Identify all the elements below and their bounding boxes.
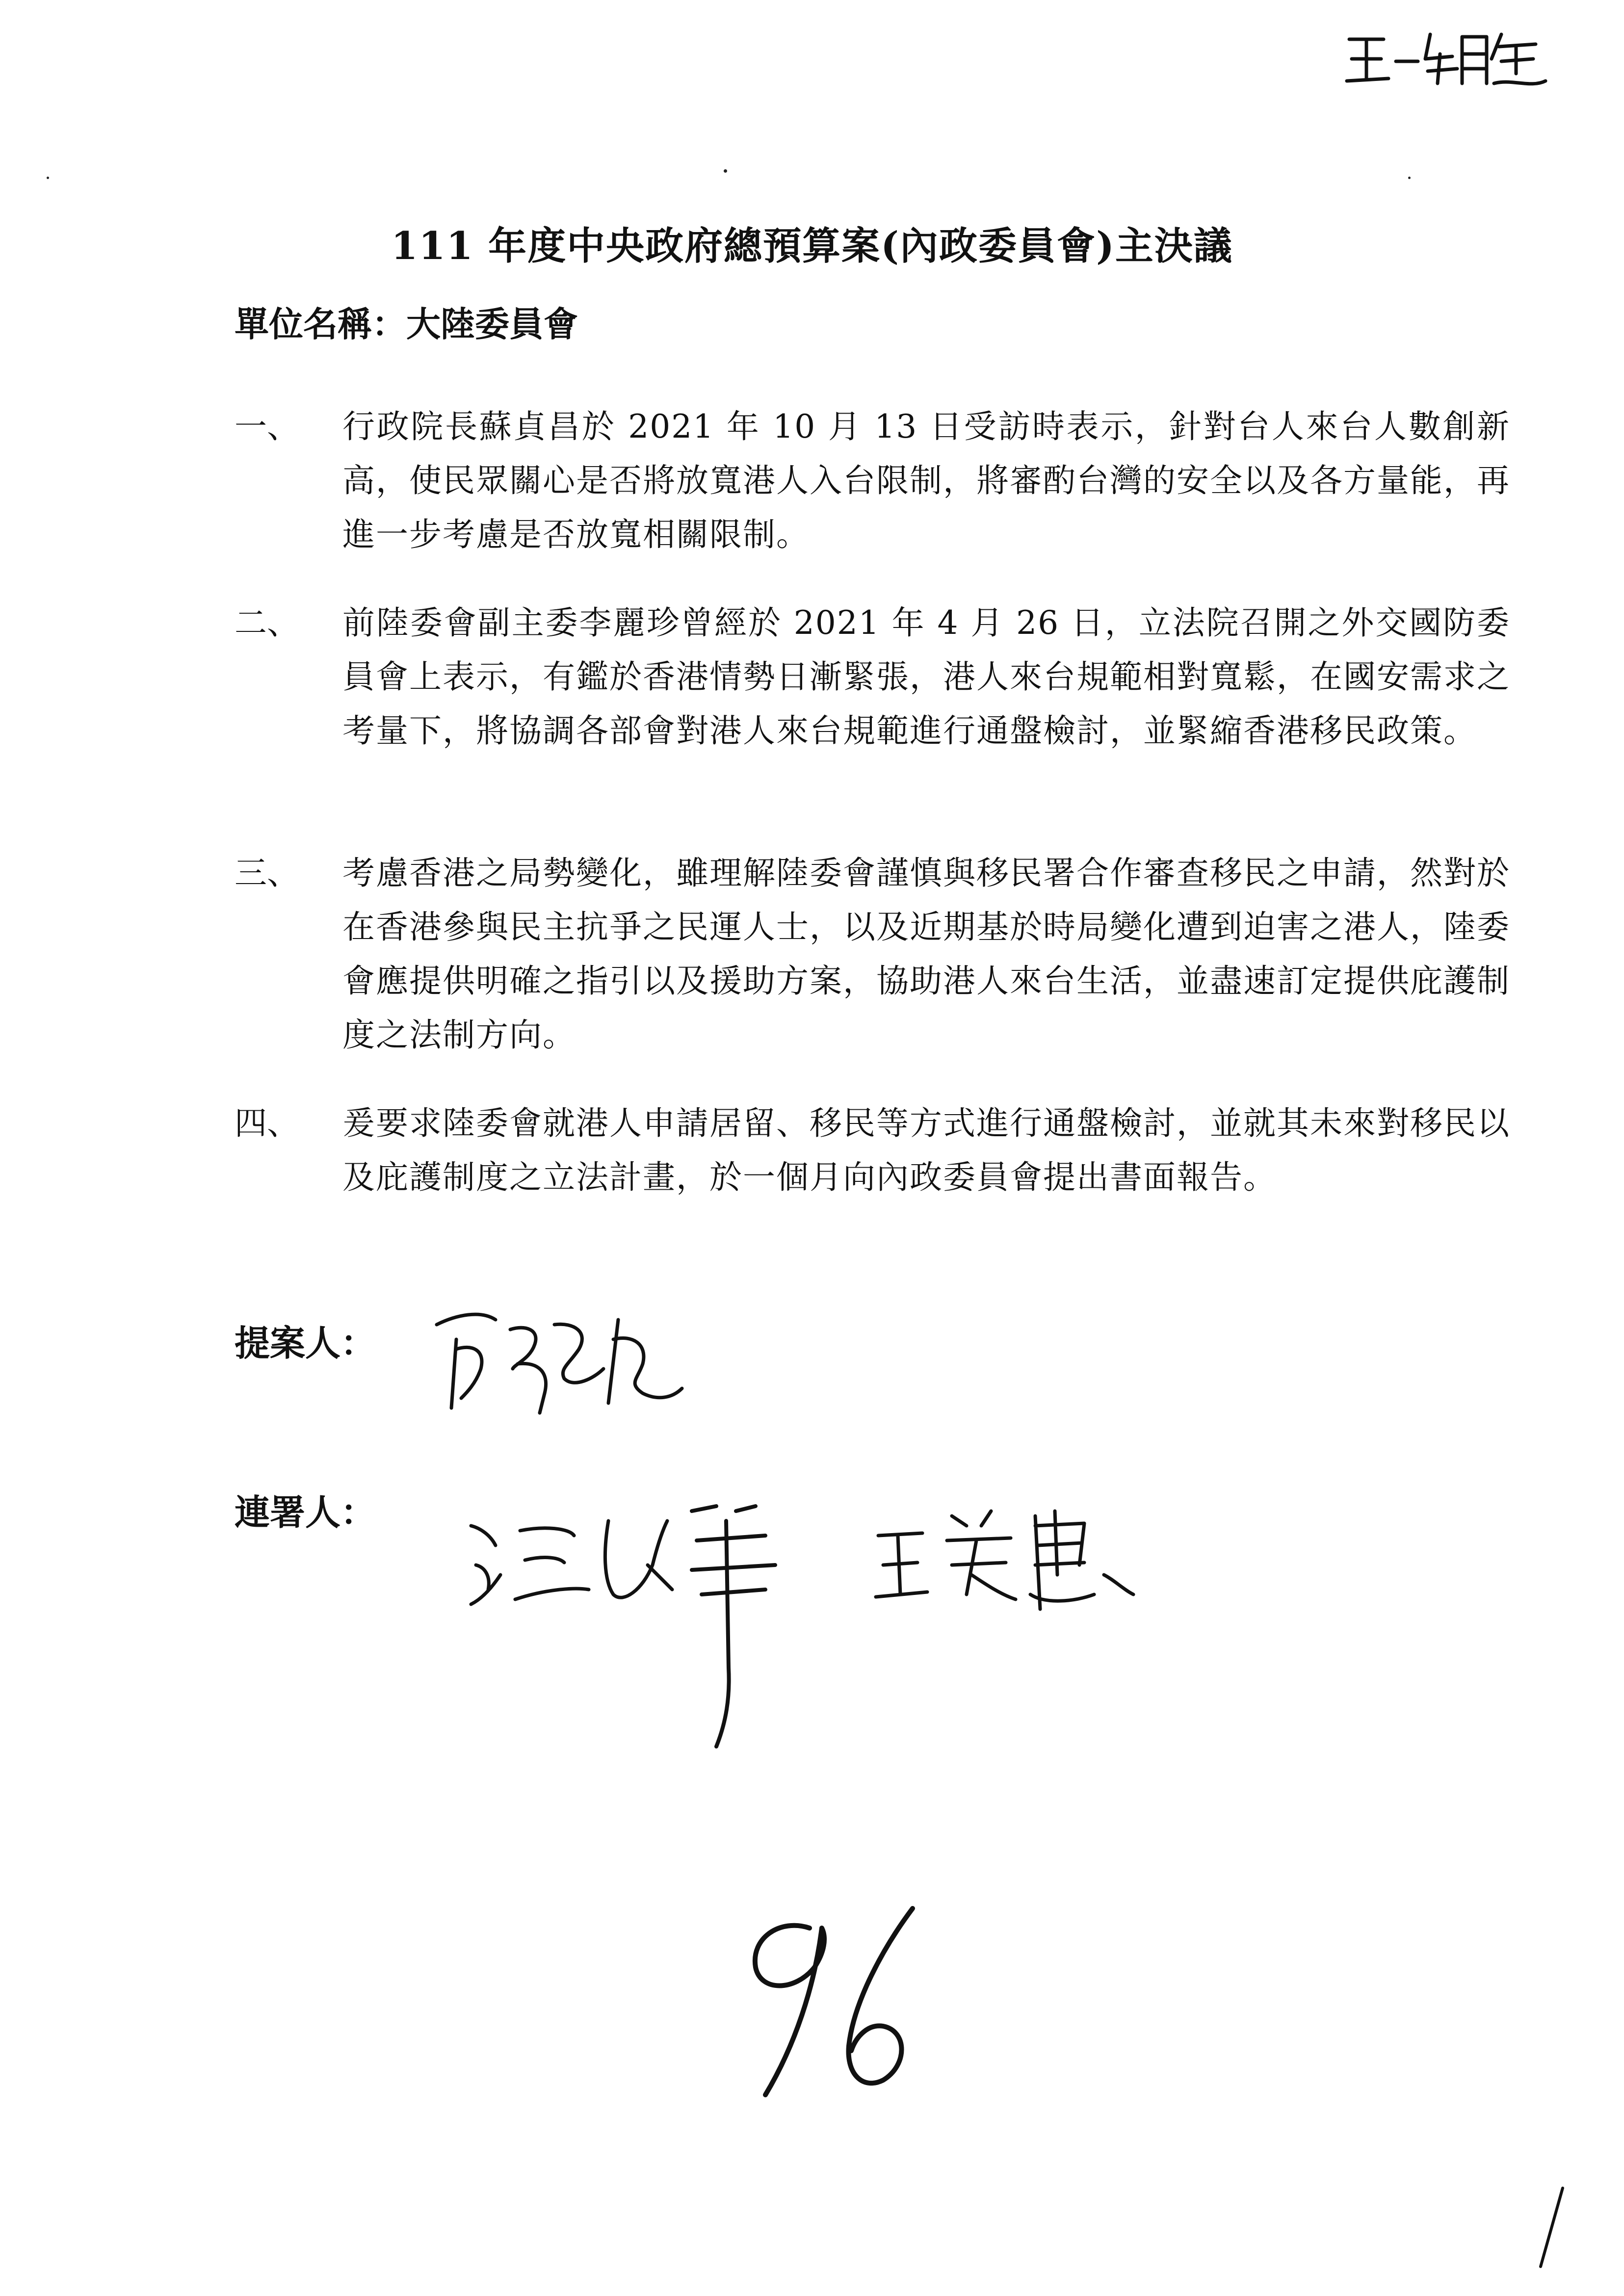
item-text: 爰要求陸委會就港人申請居留、移民等方式進行通盤檢討，並就其未來對移民以及庇護制度之立法計畫，於一個月向內政委員會提出書面報告。 [342,1104,1510,1196]
proposer-signature [427,1295,721,1423]
handwritten-page-number [726,1889,952,2114]
proposer-label: 提案人： [235,1322,376,1364]
handwritten-corner-note [1339,20,1550,98]
item-text: 行政院長蘇貞昌於 2021 年 10 月 13 日受訪時表示，針對台人來台人數創新高，使民眾關心是否將放寬港人入台限制，將審酌台灣的安全以及各方量能，再進一步考慮是否放寬相關限制。 [342,408,1510,553]
cosigner-label: 連署人： [235,1491,376,1533]
item-number: 四、 [235,1104,299,1142]
scan-speck [724,169,727,173]
item-text: 考慮香港之局勢變化，雖理解陸委會謹慎與移民署合作審查移民之申請，然對於在香港參與民主抗爭之民運人士，以及近期基於時局變化遭到迫害之港人，陸委會應提供明確之指引以及援助方案，協助港人來台生活，並盡速訂定提供庇護制度之法制方向。 [342,854,1510,1054]
item-text: 前陸委會副主委李麗珍曾經於 2021 年 4 月 26 日，立法院召開之外交國防委員會上表示，有鑑於香港情勢日漸緊張，港人來台規範相對寬鬆，在國安需求之考量下，將協調各部會對港人來台規範進行通盤檢討，並緊縮香港移民政策。 [342,604,1510,750]
scan-speck [1408,177,1411,179]
item-number: 一、 [235,408,299,445]
unit-name: 單位名稱：大陸委員會 [235,304,578,344]
item-number: 二、 [235,604,299,642]
document-title: 111 年度中央政府總預算案(內政委員會)主決議 [391,224,1233,268]
cosigner-signature-1 [461,1491,868,1766]
scan-mark [1531,2183,1570,2271]
scan-speck [47,177,49,179]
cosigner-signature-2 [868,1496,1153,1619]
item-number: 三、 [235,854,299,892]
